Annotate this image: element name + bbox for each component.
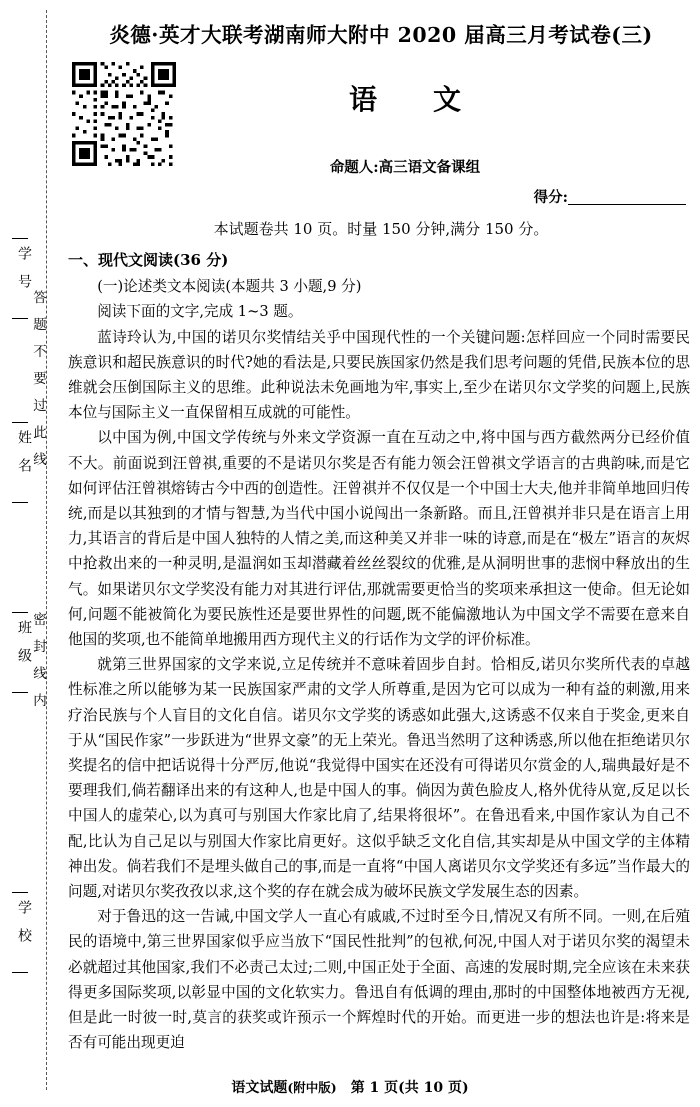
seal-label-class: 班 级 <box>16 620 32 662</box>
footer-subject: 语文试题 <box>231 1080 288 1096</box>
seal-label-student-id: 学 号 <box>16 246 32 288</box>
page-footer <box>0 1077 700 1097</box>
body-paragraph: 对于鲁迅的这一告诫,中国文学人一直心有戚戚,不过时至今日,情况又有所不同。一则,在后殖民的语境中,第三世界国家似乎应当放下“国民性批判”的包袱,何况,中国人对于诺贝尔奖的渴望未必就超过其他国家,我们不必责己太过;二则,中国正处于全面、高速的发展时期,完全应该在未来获得更多国际奖项,以彰显中国的文化软实力。鲁迅自有低调的理由,那时的中国整体地被西方无视,但是此一时彼一时,莫言的获奖或许预示一个辉煌时代的开始。而更进一步的想法也许是:将来是否有可能出现更迫 <box>68 908 690 1052</box>
seal-rule <box>12 892 28 893</box>
score-field <box>534 186 686 207</box>
seal-margin-column <box>0 0 62 1107</box>
paper-info: 本试题卷共 10 页。时量 150 分钟,满分 150 分。 <box>213 220 549 238</box>
qr-code-image <box>72 62 176 166</box>
seal-rule <box>12 972 28 973</box>
footer-page-number: 第 1 页(共 10 页) <box>350 1080 469 1096</box>
seal-note-sealed-area: 密 封 线 内 <box>30 612 46 707</box>
seal-rule <box>12 238 28 239</box>
subsection-heading-1: (一)论述类文本阅读(本题共 3 小题,9 分) <box>97 278 362 296</box>
seal-note-answer-limit: 答 题 不 要 过 此 线 <box>30 290 46 466</box>
body-paragraph: 蓝诗玲认为,中国的诺贝尔奖情结关乎中国现代性的一个关键问题:怎样回应一个同时需要民族意识和超民族意识的时代?她的看法是,只要民族国家仍然是我们思考问题的凭借,民族本位的思维就会压倒国际主义的思维。此种说法未免画地为牢,事实上,至少在诺贝尔文学奖的问题上,民族本位与国际主义一直保留相互成就的可能性。 <box>68 328 690 422</box>
score-blank-line[interactable] <box>568 190 686 205</box>
seal-dashed-line <box>46 10 47 1090</box>
body-paragraph: 就第三世界国家的文学来说,立足传统并不意味着固步自封。恰相反,诺贝尔奖所代表的卓越性标准之所以能够为某一民族国家严肃的文学人所尊重,是因为它可以成为一种有益的刺激,用来疗治民族与个人盲目的文化自信。诺贝尔文学奖的诱惑如此强大,这诱惑不仅来自于奖金,更来自于从“国民作家”一步跃进为“世界文豪”的无上荣光。鲁迅当然明了这种诱惑,所以他在拒绝诺贝尔奖提名的信中把话说得十分严厉,他说“我觉得中国实在还没有可得诺贝尔赏金的人,瑞典最好是不要理我们,倘若翻译出来的有这种人,也是中国人的事。倘因为黄色脸皮人,格外优待从宽,反足以长中国人的虚荣心,以为真可与别国大作家比肩了,结果将很坏”。在鲁迅看来,中国作家认为自己不配,比认为自己足以与别国大作家比肩更好。这似乎缺乏文化自信,其实却是从中国文学的主体精神出发。倘若我们不是埋头做自己的事,而是一直将“中国人离诺贝尔文学奖还有多远”当作最大的问题,对诺贝尔奖孜孜以求,这个奖的存在就会成为破坏民族文学发展生态的因素。 <box>68 656 690 901</box>
section-heading-1: 一、现代文阅读(36 分) <box>68 251 229 269</box>
exam-content <box>68 248 690 1056</box>
footer-version: (附中版) <box>287 1080 337 1095</box>
seal-label-name: 姓 名 <box>16 430 32 472</box>
seal-rule <box>12 502 28 503</box>
page-title: 炎德·英才大联考湖南师大附中 2020 届高三月考试卷(三) <box>109 23 653 47</box>
seal-label-school: 学 校 <box>16 900 32 942</box>
paper-setter: 命题人:高三语文备课组 <box>329 159 481 176</box>
subject-title: 语 文 <box>348 83 475 116</box>
body-paragraph: 以中国为例,中国文学传统与外来文学资源一直在互动之中,将中国与西方截然两分已经价值不大。前面说到汪曾祺,重要的不是诺贝尔奖是否有能力领会汪曾祺文学语言的古典韵味,而是它如何评估汪曾祺熔铸古今中西的创造性。汪曾祺并不仅仅是一个中国士大夫,他并非简单地回归传统,而是以其独到的才情与智慧,为当代中国小说闯出一条新路。而且,汪曾祺并非只是在语言上用力,其语言的背后是中国人独特的人情之美,而这种美又并非一味的诗意,而是在“极左”语言的灰烬中抢救出来的一种灵明,是温润如玉却潜藏着丝丝裂纹的优雅,是从洞明世事的悲悯中释放出的生气。如果诺贝尔文学奖没有能力对其进行评估,那就需要更恰当的奖项来承担这一使命。但无论如何,问题不能被简化为要民族性还是要世界性的问题,既不能偏激地认为中国文学不需要在意来自他国的奖项,也不能简单地搬用西方现代主义的行话作为文学的评价标准。 <box>68 429 690 649</box>
score-label: 得分: <box>533 189 568 206</box>
reading-instruction: 阅读下面的文字,完成 1~3 题。 <box>97 303 303 321</box>
qr-code <box>72 62 176 166</box>
